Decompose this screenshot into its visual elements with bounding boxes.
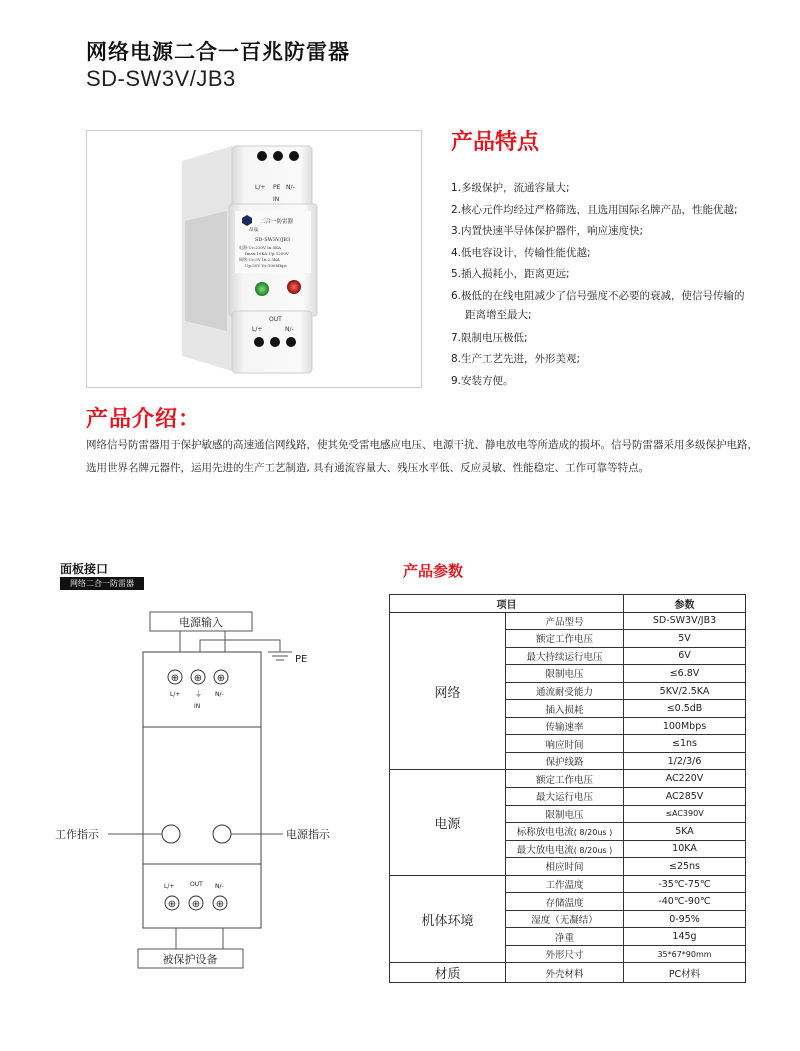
panel-title: 面板接口 — [60, 562, 109, 576]
device-term-n: N/- — [286, 184, 295, 191]
power-input-label: 电源输入 — [179, 616, 223, 629]
group-network: 网络 — [390, 612, 506, 770]
intro-text: 网络信号防雷器用于保护敏感的高速通信网线路，使其免受雷电感应电压、电源干扰、静电放电等所造成的损坏。信号防雷器采用多级保护电路，选用世界名牌元器件，运用先进的生产工艺制造, 具有通流容量大、残压水平低、反应灵敏、性能稳定、工作可靠等特点。 — [86, 439, 758, 474]
panel-subtitle: 网络二合一防雷器 — [60, 577, 144, 590]
svg-text:⊕: ⊕ — [216, 673, 226, 684]
param-item: 传输速率 — [506, 717, 624, 735]
device-spec-4: Up:50V Vs:100Mbps — [245, 263, 287, 268]
param-item: 最大运行电压 — [506, 788, 624, 806]
params-title: 产品参数 — [403, 562, 464, 580]
table-header-row — [390, 595, 746, 613]
param-value: AC285V — [624, 788, 746, 806]
param-value: 5KV/2.5KA — [624, 682, 746, 700]
intro-title: 产品介绍： — [86, 407, 202, 432]
features-title: 产品特点 — [451, 130, 540, 155]
green-led-icon — [255, 282, 269, 296]
param-value: 5KA — [624, 823, 746, 841]
work-indicator-label: 工作指示 — [55, 828, 99, 841]
col-item-header: 项目 — [390, 595, 624, 613]
param-item: 最大持续运行电压 — [506, 647, 624, 665]
param-item — [506, 840, 624, 858]
svg-text:⊕: ⊕ — [167, 899, 177, 910]
panel-term-l: L/+ — [170, 691, 181, 698]
panel-in-label: IN — [194, 703, 201, 710]
feature-item-line: 距离增至最大; — [465, 308, 532, 321]
param-value: 100Mbps — [624, 717, 746, 735]
table-row — [390, 963, 746, 983]
panel-bottom-term-n: N/- — [215, 883, 224, 890]
param-value: PC材料 — [624, 963, 746, 983]
col-value-header: 参数 — [624, 595, 746, 613]
panel-bottom-term-l: L/+ — [164, 883, 175, 890]
param-value: 145g — [624, 928, 746, 946]
panel-diagram — [40, 600, 400, 980]
param-value: 1/2/3/6 — [624, 752, 746, 770]
power-indicator-label: 电源指示 — [286, 828, 330, 841]
power-indicator-icon — [213, 825, 231, 843]
feature-item: 8.生产工艺先进，外形美观; — [451, 353, 581, 365]
pe-label: PE — [295, 654, 308, 665]
feature-item: 5.插入损耗小，距离更远; — [451, 268, 570, 280]
param-item: 湿度（无凝结） — [506, 910, 624, 928]
device-bottom-term-l: L/+ — [252, 326, 263, 333]
device-illustration — [87, 131, 423, 389]
feature-item: 9.安装方便。 — [451, 374, 514, 387]
device-term-l: L/+ — [255, 184, 266, 191]
work-indicator-icon — [162, 825, 180, 843]
param-value: ≤25ns — [624, 858, 746, 876]
device-product-name: 二合一防雷器 — [260, 219, 294, 225]
param-item: 插入损耗 — [506, 700, 624, 718]
panel-term-ground-icon: ⏚ — [195, 690, 202, 698]
bottom-screw-icons — [165, 896, 227, 910]
param-item: 净重 — [506, 928, 624, 946]
panel-out-label: OUT — [190, 881, 203, 888]
param-item: 存储温度 — [506, 893, 624, 911]
device-spec-1: 电源:Uc:220V In:5KA — [239, 245, 281, 250]
param-value: -35℃-75℃ — [624, 875, 746, 893]
product-photo — [86, 130, 422, 388]
param-value: ≤1ns — [624, 735, 746, 753]
svg-text:⊕: ⊕ — [193, 673, 203, 684]
device-bottom-term-n: N/- — [285, 326, 294, 333]
table-row — [390, 770, 746, 788]
param-value: -40℃-90℃ — [624, 893, 746, 911]
param-value: 35*67*90mm — [624, 945, 746, 963]
svg-text:⊕: ⊕ — [191, 899, 201, 910]
param-item: 相应时间 — [506, 858, 624, 876]
param-item: 工作温度 — [506, 875, 624, 893]
param-value: 6V — [624, 647, 746, 665]
param-item: 额定工作电压 — [506, 630, 624, 648]
product-title: 网络电源二合一百兆防雷器 — [86, 40, 350, 64]
param-value: 10KA — [624, 840, 746, 858]
param-item-note: ( 8/20us ) — [573, 828, 613, 838]
param-item — [506, 823, 624, 841]
protected-device-label: 被保护设备 — [162, 953, 218, 966]
feature-item: 7.限制电压极低; — [451, 331, 528, 344]
device-brand: 昂晟 — [249, 228, 258, 233]
device-in-label: IN — [273, 196, 280, 203]
param-value: ≤0.5dB — [624, 700, 746, 718]
param-item-note: ( 8/20us ) — [573, 845, 613, 855]
param-item: 限制电压 — [506, 665, 624, 683]
svg-text:⊕: ⊕ — [215, 899, 225, 910]
panel-term-n: N/- — [215, 691, 224, 698]
table-row — [390, 875, 746, 893]
param-value: 0-95% — [624, 910, 746, 928]
feature-item: 2.核心元件均经过严格筛选，且选用国际名牌产品，性能优越; — [451, 203, 738, 216]
feature-item — [451, 286, 771, 328]
param-item: 外壳材料 — [506, 963, 624, 983]
param-item: 外形尺寸 — [506, 945, 624, 963]
group-environment: 机体环境 — [390, 875, 506, 963]
device-out-label: OUT — [269, 316, 282, 323]
params-table — [389, 594, 746, 983]
features-list — [451, 178, 771, 392]
param-value: SD-SW3V/JB3 — [624, 612, 746, 630]
param-item-text: 标称放电电流 — [516, 827, 574, 839]
device-term-pe: PE — [273, 184, 281, 191]
param-value: 5V — [624, 630, 746, 648]
group-material: 材质 — [390, 963, 506, 983]
red-led-icon — [287, 280, 301, 294]
param-item: 额定工作电压 — [506, 770, 624, 788]
param-item-text: 最大放电电流 — [516, 844, 574, 856]
svg-text:⊕: ⊕ — [170, 673, 180, 684]
param-item: 产品型号 — [506, 612, 624, 630]
device-spec-2: Imax:10KA Up:1200V — [245, 251, 289, 256]
param-value: ≤AC390V — [624, 805, 746, 823]
param-item: 通流耐受能力 — [506, 682, 624, 700]
param-item: 响应时间 — [506, 735, 624, 753]
device-model: SD-SW3V/JB3 — [255, 237, 291, 243]
feature-item: 3.内置快速半导体保护器件，响应速度快; — [451, 225, 644, 237]
param-value: AC220V — [624, 770, 746, 788]
param-value: ≤6.8V — [624, 665, 746, 683]
feature-item: 1.多级保护，流通容量大; — [451, 182, 570, 194]
top-screw-icons — [168, 670, 228, 684]
product-model: SD-SW3V/JB3 — [86, 66, 236, 91]
param-item: 限制电压 — [506, 805, 624, 823]
group-power: 电源 — [390, 770, 506, 875]
table-row — [390, 612, 746, 630]
param-item: 保护线路 — [506, 752, 624, 770]
feature-item-line: 6.极低的在线电阻减少了信号强度不必要的衰减，使信号传输的 — [451, 289, 745, 302]
feature-item: 4.低电容设计，传输性能优越; — [451, 246, 591, 259]
device-spec-3: 网络:Uc:5V In:2.5KA — [239, 257, 280, 262]
